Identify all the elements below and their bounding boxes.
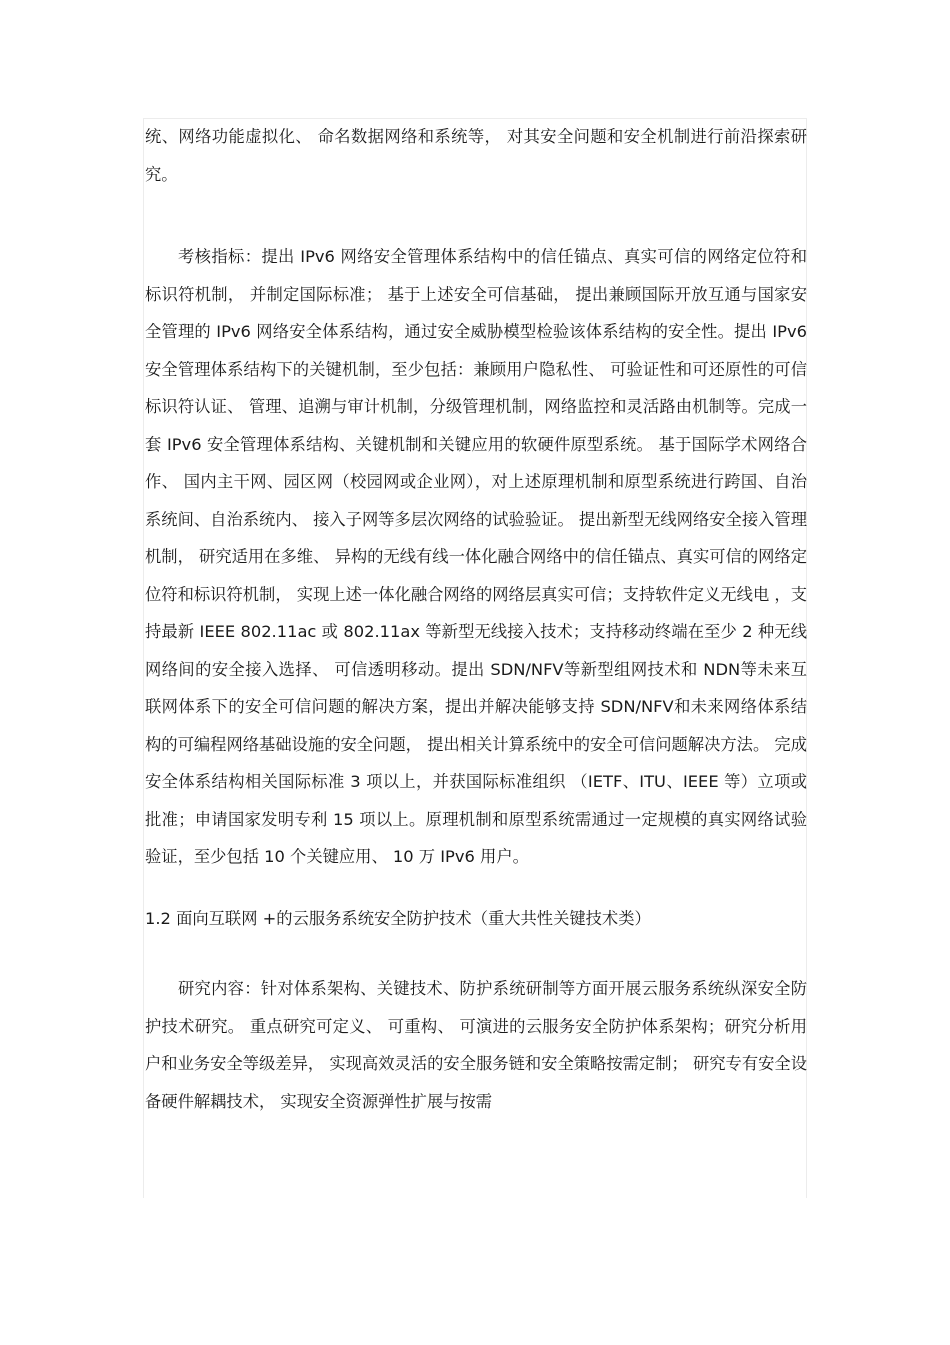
intro-tail-paragraph: 统、网络功能虚拟化、 命名数据网络和系统等， 对其安全问题和安全机制进行前沿探索研究。 [145,127,807,184]
research-content-paragraph: 研究内容：针对体系架构、关键技术、防护系统研制等方面开展云服务系统纵深安全防护技术研究。 重点研究可定义、 可重构、 可演进的云服务安全防护体系架构；研究分析用户和业务安全等级差异， 实现高效灵活的安全服务链和安全策略按需定制； 研究专有安全设备硬件解耦技术， 实现安全资源弹性扩展与按需 [145,979,807,1111]
section-heading: 1.2 面向互联网 +的云服务系统安全防护技术（重大共性关键技术类） [145,908,651,928]
indicators-paragraph: 考核指标：提出 IPv6 网络安全管理体系结构中的信任锚点、真实可信的网络定位符和标识符机制， 并制定国际标准； 基于上述安全可信基础， 提出兼顾国际开放互通与国家安全管理的 IPv6 网络安全体系结构，通过安全威胁模型检验该体系结构的安全性。提出 IPv6 安全管理体系结构下的关键机制，至少包括：兼顾用户隐私性、 可验证性和可还原性的可信标识符认证、 管理、追溯与审计机制，分级管理机制，网络监控和灵活路由机制等。完成一套 IPv6 安全管理体系结构、关键机制和关键应用的软硬件原型系统。 基于国际学术网络合作、 国内主干网、园区网（校园网或企业网），对上述原理机制和原型系统进行跨国、自治系统间、自治系统内、 接入子网等多层次网络的试验验证。 提出新型无线网络安全接入管理机制， 研究适用在多维、 异构的无线有线一体化融合网络中的信任锚点、真实可信的网络定位符和标识符机制， 实现上述一体化融合网络的网络层真实可信；支持软件定义无线电 ，支持最新 IEEE 802.11ac 或 802.11ax 等新型无线接入技术；支持移动终端在至少 2 种无线网络间的安全接入选择、 可信透明移动。提出 SDN/NFV等新型组网技术和 NDN等未来互联网体系下的安全可信问题的解决方案，提出并解决能够支持 SDN/NFV和未来网络体系结构的可编程网络基础设施的安全问题， 提出相关计算系统中的安全可信问题解决方法。 完成安全体系结构相关国际标准 3 项以上，并获国际标准组织 （IETF、ITU、IEEE 等）立项或批准；申请国家发明专利 15 项以上。原理机制和原型系统需通过一定规模的真实网络试验验证，至少包括 10 个关键应用、 10 万 IPv6 用户。 [145,247,807,866]
document-body [145,118,807,1120]
